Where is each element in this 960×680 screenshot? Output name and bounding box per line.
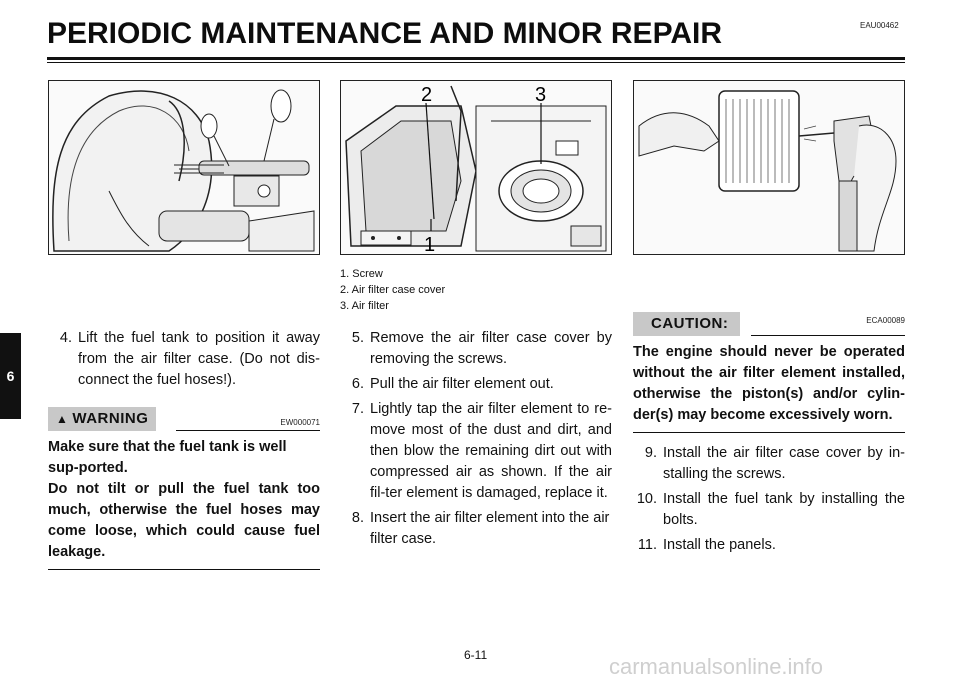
step-number: 4. [59,330,72,346]
step-text: Remove the air filter case cover by removing the screws. [370,330,612,367]
caution-label: CAUTION: [633,312,740,336]
warning-header [48,407,320,431]
step-item [340,399,612,504]
caution-code: ECA00089 [866,316,905,325]
warning-code: EW000071 [280,418,320,427]
step-text: Lightly tap the air filter element to re-move most of the dust and dirt, and then blow the remaining dirt out with compressed air as shown. If the air fil-ter element is damaged, replace it. [370,401,612,501]
step-item [48,328,320,391]
caution-rule [751,335,905,336]
figure-fuel-tank [48,80,320,255]
middle-column [340,328,612,554]
warning-text-2: Do not tilt or pull the fuel tank too much, otherwise the fuel hoses may come loose, which could cause fuel leakage. [48,481,320,560]
left-column [48,328,320,570]
legend-item: 3. Air filter [340,300,389,312]
warning-label: ▲ WARNING [48,407,156,431]
step-number: 10. [636,491,657,507]
right-column [633,312,905,560]
step-number: 7. [351,401,364,417]
section-code: EAU00462 [860,21,899,30]
step-text: Insert the air filter element into the air filter case. [370,510,610,547]
warning-bottom-rule [48,569,320,570]
watermark: carmanualsonline.info [609,654,824,679]
caution-header [633,312,905,336]
chapter-tab [0,333,21,419]
step-text: Pull the air filter element out. [370,376,554,392]
step-text: Install the air filter case cover by in-stalling the screws. [663,445,905,482]
air-filter-case-illustration [341,81,611,254]
callout-2: 2 [421,84,433,106]
step-item [340,374,612,395]
step-number: 8. [351,510,364,526]
header-rule-thin [47,62,905,63]
legend-item: 1. Screw [340,268,383,280]
step-item [633,535,905,556]
callout-1: 1 [424,234,436,254]
figure-compressed-air [633,80,905,255]
warning-text-1: Make sure that the fuel tank is well sup-ported. [48,439,287,476]
legend-item: 2. Air filter case cover [340,284,446,296]
step-number: 9. [644,445,657,461]
fuel-tank-illustration [49,81,319,254]
step-number: 11. [637,537,657,553]
callout-3: 3 [535,84,547,106]
step-text: Lift the fuel tank to position it away from the air filter case. (Do not dis-connect the fuel hoses!). [78,330,320,388]
figure-air-filter-case [340,80,612,255]
chapter-number: 6 [6,368,15,384]
step-item [633,443,905,485]
page-title: PERIODIC MAINTENANCE AND MINOR REPAIR [47,17,723,50]
page-number: 6-11 [464,648,488,662]
compressed-air-illustration [634,81,904,254]
step-text: Install the fuel tank by installing the bolts. [663,491,905,528]
step-item [340,328,612,370]
step-number: 6. [351,376,364,392]
step-text: Install the panels. [663,537,776,553]
figure-legend [340,266,445,314]
step-number: 5. [351,330,364,346]
caution-text: The engine should never be operated without the air filter element installed, otherwise the piston(s) and/or cylin-der(s) may become excessively worn. [633,344,905,423]
step-item [633,489,905,531]
header-rule-thick [47,57,905,60]
step-item [340,508,612,550]
warning-triangle-icon: ▲ [56,412,69,426]
